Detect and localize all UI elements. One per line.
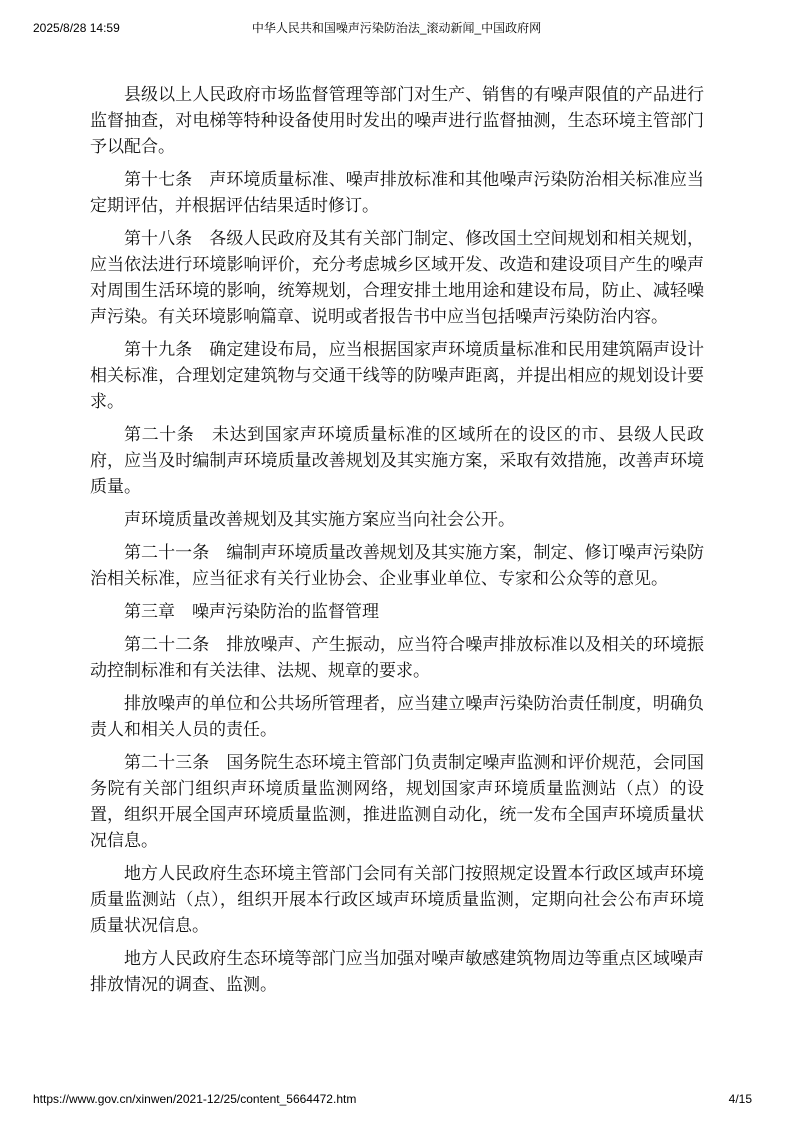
paragraph-article-21: 第二十一条 编制声环境质量改善规划及其实施方案，制定、修订噪声污染防治相关标准，应当征求有关行业协会、企业事业单位、专家和公众等的意见。 — [90, 543, 704, 588]
paragraph-article-17: 第十七条 声环境质量标准、噪声排放标准和其他噪声污染防治相关标准应当定期评估，并根据评估结果适时修订。 — [90, 170, 704, 215]
paragraph-article-18: 第十八条 各级人民政府及其有关部门制定、修改国土空间规划和相关规划，应当依法进行环境影响评价，充分考虑城乡区域开发、改造和建设项目产生的噪声对周围生活环境的影响，统筹规划，合理安排土地用途和建设布局，防止、减轻噪声污染。有关环境影响篇章、说明或者报告书中应当包括噪声污染防治内容。 — [90, 229, 704, 326]
header-document-title: 中华人民共和国噪声污染防治法_滚动新闻_中国政府网 — [251, 21, 542, 35]
print-header — [33, 20, 760, 36]
document-body — [90, 82, 704, 1005]
paragraph-article-20: 第二十条 未达到国家声环境质量标准的区域所在的设区的市、县级人民政府，应当及时编制声环境质量改善规划及其实施方案，采取有效措施，改善声环境质量。 — [90, 425, 704, 496]
footer-url: https://www.gov.cn/xinwen/2021-12/25/content_5664472.htm — [33, 1092, 357, 1106]
paragraph-article-22: 第二十二条 排放噪声、产生振动，应当符合噪声排放标准以及相关的环境振动控制标准和有关法律、法规、规章的要求。 — [90, 635, 704, 680]
paragraph: 声环境质量改善规划及其实施方案应当向社会公开。 — [124, 510, 515, 529]
paragraph: 地方人民政府生态环境主管部门会同有关部门按照规定设置本行政区域声环境质量监测站（点），组织开展本行政区域声环境质量监测，定期向社会公布声环境质量状况信息。 — [90, 864, 704, 935]
paragraph: 排放噪声的单位和公共场所管理者，应当建立噪声污染防治责任制度，明确负责人和相关人员的责任。 — [90, 694, 704, 739]
header-datetime: 2025/8/28 14:59 — [33, 21, 120, 35]
footer-page-number: 4/15 — [728, 1092, 752, 1106]
paragraph-article-23: 第二十三条 国务院生态环境主管部门负责制定噪声监测和评价规范，会同国务院有关部门组织声环境质量监测网络，规划国家声环境质量监测站（点）的设置，组织开展全国声环境质量监测，推进监测自动化，统一发布全国声环境质量状况信息。 — [90, 753, 704, 850]
paragraph: 地方人民政府生态环境等部门应当加强对噪声敏感建筑物周边等重点区域噪声排放情况的调查、监测。 — [90, 949, 704, 994]
paragraph-article-19: 第十九条 确定建设布局，应当根据国家声环境质量标准和民用建筑隔声设计相关标准，合理划定建筑物与交通干线等的防噪声距离，并提出相应的规划设计要求。 — [90, 340, 704, 411]
chapter-heading: 第三章 噪声污染防治的监督管理 — [124, 602, 379, 621]
print-footer — [33, 1091, 752, 1107]
paragraph: 县级以上人民政府市场监督管理等部门对生产、销售的有噪声限值的产品进行监督抽查，对电梯等特种设备使用时发出的噪声进行监督抽测，生态环境主管部门予以配合。 — [90, 85, 704, 156]
